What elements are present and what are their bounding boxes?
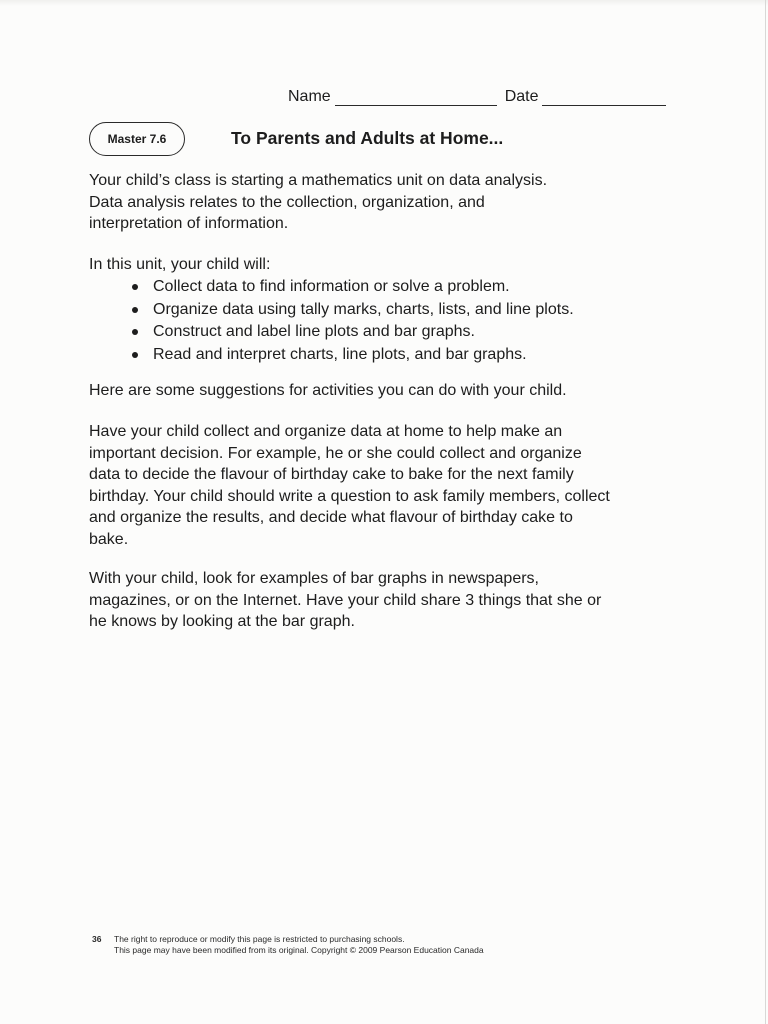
bullet-dot-icon: [132, 284, 138, 290]
page-number: 36: [92, 934, 102, 944]
list-item-text: Construct and label line plots and bar graphs.: [153, 323, 475, 340]
footer-line-1: The right to reproduce or modify this page is restricted to purchasing schools.: [114, 934, 405, 944]
name-label: Name: [288, 88, 331, 105]
intro-line: Data analysis relates to the collection, organization, and: [89, 193, 485, 211]
intro-line: interpretation of information.: [89, 215, 289, 232]
bullet-dot-icon: [132, 329, 138, 335]
intro-paragraph: [89, 170, 689, 235]
list-item-text: Read and interpret charts, line plots, and bar graphs.: [153, 345, 527, 363]
activity-line: Have your child collect and organize data at home to help make an: [89, 423, 563, 440]
objectives-list: [130, 276, 574, 366]
activity-line: With your child, look for examples of bar graphs in newspapers,: [89, 570, 539, 587]
intro-line: Your child’s class is starting a mathematics unit on data analysis.: [89, 172, 548, 189]
list-item-text: Collect data to find information or solve a problem.: [153, 278, 510, 295]
suggestions-paragraph: Here are some suggestions for activities you can do with your child.: [89, 382, 567, 399]
list-item: [130, 299, 574, 322]
list-intro: In this unit, your child will:: [89, 256, 271, 273]
activity-line: bake.: [89, 530, 129, 548]
activity-cake-paragraph: [89, 421, 689, 550]
master-badge: Master 7.6: [89, 122, 185, 156]
activity-bar-graph-paragraph: [89, 568, 689, 633]
date-label: Date: [504, 88, 539, 105]
list-item-text: Organize data using tally marks, charts, lists, and line plots.: [153, 300, 574, 318]
activity-line: data to decide the flavour of birthday cake to bake for the next family: [89, 466, 574, 483]
list-item: [130, 321, 574, 344]
activity-line: and organize the results, and decide what flavour of birthday cake to: [89, 509, 573, 526]
activity-line: magazines, or on the Internet. Have your child share 3 things that she or: [89, 591, 602, 609]
page-title: To Parents and Adults at Home...: [231, 128, 504, 148]
name-blank: [335, 89, 497, 106]
list-item: [130, 344, 574, 367]
activity-line: he knows by looking at the bar graph.: [89, 613, 355, 630]
date-blank: [542, 89, 666, 106]
footer-line-2: This page may have been modified from its original. Copyright © 2009 Pearson Education Canada: [114, 945, 484, 955]
list-item: [130, 276, 574, 299]
scan-edge-right: [765, 0, 766, 1024]
activity-line: important decision. For example, he or she could collect and organize: [89, 444, 582, 462]
bullet-dot-icon: [132, 307, 138, 313]
bullet-dot-icon: [132, 352, 138, 358]
copyright-footer: [92, 934, 484, 956]
activity-line: birthday. Your child should write a question to ask family members, collect: [89, 487, 610, 505]
scan-edge-top: [0, 0, 768, 6]
name-date-row: [288, 88, 666, 106]
